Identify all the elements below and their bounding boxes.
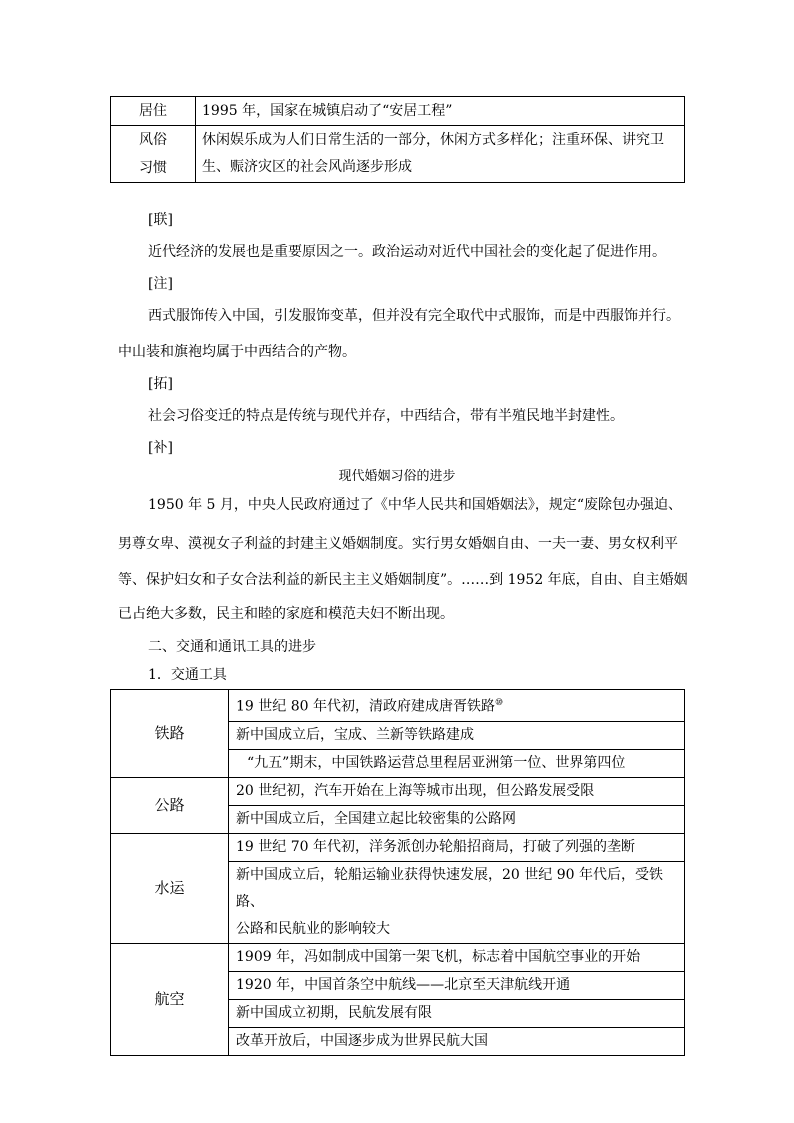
cell-line: 公路和民航业的影响较大	[236, 920, 390, 937]
category-cell-aviation: 航空	[111, 943, 229, 1055]
transport-table	[110, 689, 685, 1056]
table-cell: 新中国成立后，宝成、兰新等铁路建成	[229, 721, 685, 749]
table-cell: 1920 年，中国首条空中航线——北京至天津航线开通	[229, 971, 685, 999]
table-cell	[229, 833, 685, 861]
cell-line: 新中国成立后，轮船运输业获得快速发展，20 世纪 90 年代后，受铁路、	[236, 866, 663, 910]
note-tag-zhu: [注]	[148, 276, 173, 292]
subsection-heading: 1．交通工具	[148, 667, 227, 683]
table-row	[111, 777, 685, 805]
table-cell: 新中国成立后，全国建立起比较密集的公路网	[229, 805, 685, 833]
marriage-line-1: 1950 年 5 月，中央人民政府通过了《中华人民共和国婚姻法》，规定“废除包办强迫、	[148, 497, 683, 513]
cell-text: 19 世纪 80 年代初，清政府建成唐胥铁路	[236, 698, 495, 715]
table-cell: “九五”期末，中国铁路运营总里程居亚洲第一位、世界第四位	[229, 749, 685, 777]
marriage-line-3: 等、保护妇女和子女合法利益的新民主主义婚姻制度”。……到 1952 年底，自由、自主婚姻	[118, 572, 688, 588]
note-tag-bu: [补]	[148, 440, 173, 456]
content-line: 休闲娱乐成为人们日常生活的一部分，休闲方式多样化；注重环保、讲究卫	[202, 132, 664, 148]
table-row	[111, 690, 685, 722]
category-line: 风俗	[139, 132, 167, 148]
table-cell: 1909 年，冯如制成中国第一架飞机，标志着中国航空事业的开始	[229, 943, 685, 971]
category-cell-railway: 铁路	[111, 690, 229, 778]
table-row	[111, 943, 685, 971]
table-cell	[229, 861, 685, 943]
table-cell: 新中国成立初期，民航发展有限	[229, 999, 685, 1027]
marriage-line-4: 已占绝大多数，民主和睦的家庭和模范夫妇不断出现。	[118, 606, 454, 622]
content-cell	[196, 126, 685, 183]
table-cell: 20 世纪初，汽车开始在上海等城市出现，但公路发展受限	[229, 777, 685, 805]
cell-text: 19 世纪 70 年代初，洋务派创办轮船招商局，打破了列强的垄断	[236, 838, 635, 855]
note-text-zhu-2: 中山装和旗袍均属于中西结合的产物。	[118, 344, 356, 360]
note-tag-lian: [联]	[148, 212, 173, 228]
living-customs-table	[110, 96, 685, 183]
content-line: 生、赈济灾区的社会风尚逐步形成	[202, 159, 412, 175]
category-cell-road: 公路	[111, 777, 229, 833]
note-tag-tuo: [拓]	[148, 376, 173, 392]
category-cell	[111, 126, 196, 183]
marriage-title: 现代婚姻习俗的进步	[338, 469, 456, 484]
table-cell	[229, 690, 685, 722]
category-line: 习惯	[139, 160, 167, 176]
section-heading: 二、交通和通讯工具的进步	[148, 639, 316, 655]
note-text-zhu-1: 西式服饰传入中国，引发服饰变革，但并没有完全取代中式服饰，而是中西服饰并行。	[148, 308, 680, 324]
marriage-line-2: 男尊女卑、漠视女子利益的封建主义婚姻制度。实行男女婚姻自由、一夫一妻、男女权利平	[118, 536, 678, 552]
category-cell: 居住	[111, 97, 196, 126]
table-row	[111, 833, 685, 861]
table-cell: 改革开放后，中国逐步成为世界民航大国	[229, 1027, 685, 1055]
table-row	[111, 97, 685, 126]
note-text-tuo: 社会习俗变迁的特点是传统与现代并存，中西结合，带有半殖民地半封建性。	[148, 408, 624, 424]
table-row	[111, 126, 685, 183]
note-marker: ⑩	[494, 698, 504, 708]
category-cell-water: 水运	[111, 833, 229, 943]
content-cell: 1995 年，国家在城镇启动了“安居工程”	[196, 97, 685, 126]
note-text-lian: 近代经济的发展也是重要原因之一。政治运动对近代中国社会的变化起了促进作用。	[148, 244, 666, 260]
